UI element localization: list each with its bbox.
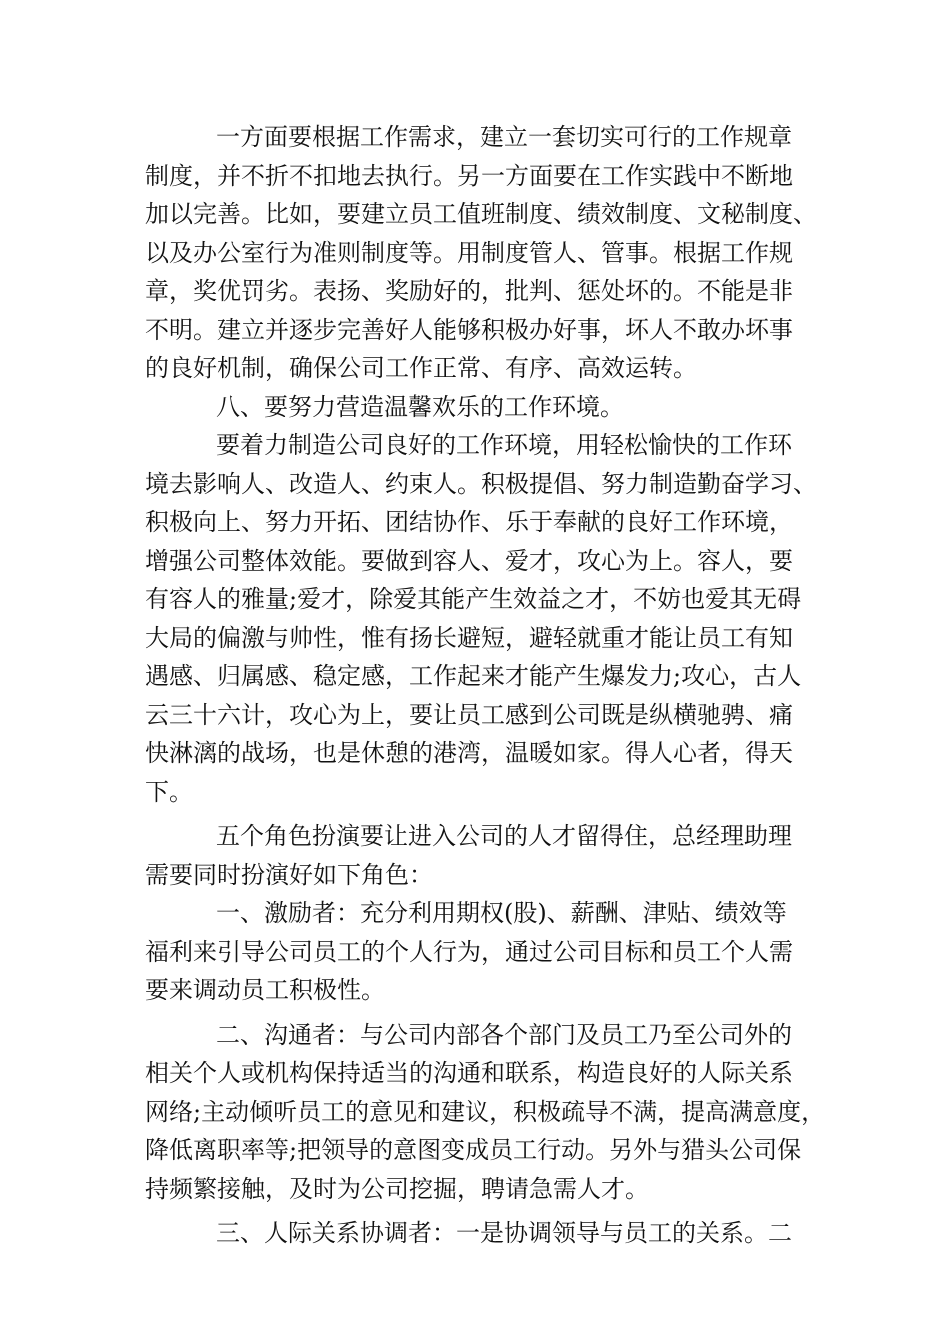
text-line: 三、人际关系协调者：一是协调领导与员工的关系。二: [216, 1219, 792, 1247]
text-line: 一、激励者：充分利用期权(股)、薪酬、津贴、绩效等: [216, 899, 787, 927]
text-line: 福利来引导公司员工的个人行为，通过公司目标和员工个人需: [145, 937, 793, 966]
text-line: 章，奖优罚劣。表扬、奖励好的，批判、惩处坏的。不能是非: [145, 277, 793, 305]
text-line: 云三十六计，攻心为上，要让员工感到公司既是纵横驰骋、痛: [145, 700, 793, 729]
text-line: 加以完善。比如，要建立员工值班制度、绩效制度、文秘制度、: [145, 200, 817, 228]
document-body: [145, 118, 826, 1253]
text-line: 持频繁接触，及时为公司挖掘，聘请急需人才。: [145, 1174, 649, 1203]
text-line: 要着力制造公司良好的工作环境，用轻松愉快的工作环: [216, 431, 792, 459]
text-line: 降低离职率等;把领导的意图变成员工行动。另外与猎头公司保: [145, 1136, 802, 1164]
text-line: 遇感、归属感、稳定感，工作起来才能产生爆发力;攻心，古人: [145, 662, 802, 690]
text-line: 要来调动员工积极性。: [145, 976, 385, 1004]
text-line: 积极向上、努力开拓、团结协作、乐于奉献的良好工作环境，: [145, 508, 793, 536]
text-line: 二、沟通者：与公司内部各个部门及员工乃至公司外的: [216, 1020, 792, 1049]
text-line: 的良好机制，确保公司工作正常、有序、高效运转。: [145, 354, 697, 382]
section-heading: 八、要努力营造温馨欢乐的工作环境。: [216, 392, 624, 421]
text-line: 增强公司整体效能。要做到容人、爱才，攻心为上。容人，要: [145, 546, 793, 575]
text-line: 有容人的雅量;爱才，除爱其能产生效益之才，不妨也爱其无碍: [145, 585, 802, 613]
text-line: 下。: [145, 777, 193, 806]
text-line: 制度，并不折不扣地去执行。另一方面要在工作实践中不断地: [145, 161, 793, 190]
text-line: 以及办公室行为准则制度等。用制度管人、管事。根据工作规: [145, 238, 793, 267]
text-line: 五个角色扮演要让进入公司的人才留得住，总经理助理: [216, 822, 792, 850]
text-line: 网络;主动倾听员工的意见和建议，积极疏导不满，提高满意度，: [145, 1097, 826, 1126]
text-line: 需要同时扮演好如下角色：: [145, 860, 433, 889]
text-line: 一方面要根据工作需求，建立一套切实可行的工作规章: [216, 123, 792, 151]
text-line: 大局的偏激与帅性，惟有扬长避短，避轻就重才能让员工有知: [145, 623, 793, 652]
text-line: 相关个人或机构保持适当的沟通和联系，构造良好的人际关系: [145, 1059, 793, 1087]
text-line: 境去影响人、改造人、约束人。积极提倡、努力制造勤奋学习、: [145, 469, 817, 498]
text-line: 不明。建立并逐步完善好人能够积极办好事，坏人不敢办坏事: [145, 315, 793, 344]
text-line: 快淋漓的战场，也是休憩的港湾，温暖如家。得人心者，得天: [145, 739, 793, 767]
